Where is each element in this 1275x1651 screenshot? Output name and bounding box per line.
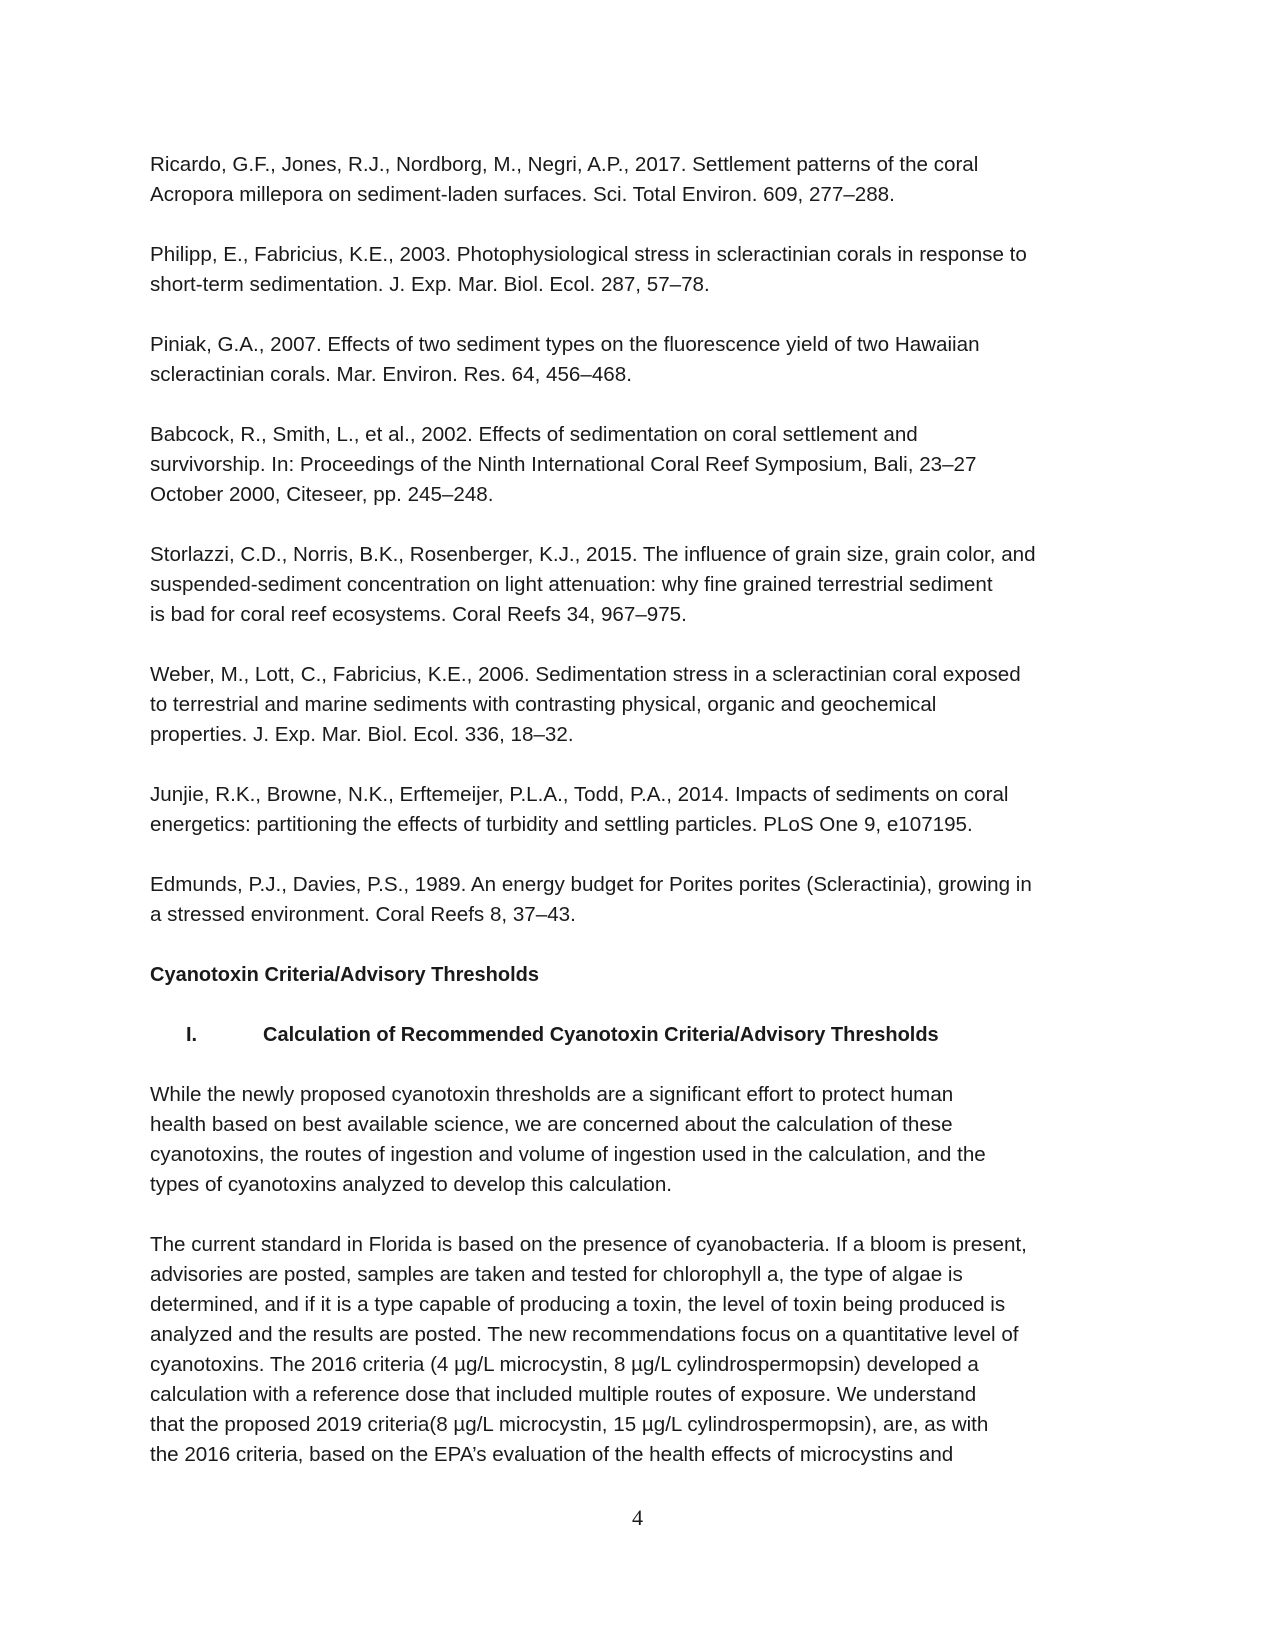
reference-entry: [150, 540, 1130, 630]
paragraph-line: the 2016 criteria, based on the EPA’s evaluation of the health effects of microcystins and: [150, 1443, 954, 1466]
reference-line: Acropora millepora on sediment-laden surfaces. Sci. Total Environ. 609, 277–288.: [150, 183, 895, 206]
subsection-title: Calculation of Recommended Cyanotoxin Criteria/Advisory Thresholds: [263, 1024, 939, 1046]
reference-entry: [150, 150, 1130, 210]
body-paragraph: [150, 1230, 1130, 1470]
reference-entry: [150, 330, 1130, 390]
paragraph-line: calculation with a reference dose that included multiple routes of exposure. We understand: [150, 1383, 977, 1406]
paragraph-line: advisories are posted, samples are taken and tested for chlorophyll a, the type of algae is: [150, 1263, 963, 1286]
reference-line: a stressed environment. Coral Reefs 8, 37–43.: [150, 903, 576, 926]
reference-line: Philipp, E., Fabricius, K.E., 2003. Photophysiological stress in scleractinian corals in response to: [150, 243, 1027, 266]
paragraph-line: cyanotoxins. The 2016 criteria (4 µg/L microcystin, 8 µg/L cylindrospermopsin) developed a: [150, 1353, 979, 1376]
reference-line: Ricardo, G.F., Jones, R.J., Nordborg, M., Negri, A.P., 2017. Settlement patterns of the coral: [150, 153, 979, 176]
reference-line: is bad for coral reef ecosystems. Coral Reefs 34, 967–975.: [150, 603, 687, 626]
reference-list: [150, 150, 1130, 930]
paragraph-line: The current standard in Florida is based on the presence of cyanobacteria. If a bloom is present,: [150, 1233, 1027, 1256]
paragraph-line: analyzed and the results are posted. The new recommendations focus on a quantitative level of: [150, 1323, 1019, 1346]
reference-line: short-term sedimentation. J. Exp. Mar. Biol. Ecol. 287, 57–78.: [150, 273, 710, 296]
subsection-number: I.: [186, 1024, 198, 1046]
section-heading: Cyanotoxin Criteria/Advisory Thresholds: [150, 964, 539, 986]
paragraph-line: types of cyanotoxins analyzed to develop this calculation.: [150, 1173, 673, 1196]
reference-entry: [150, 660, 1130, 750]
reference-entry: [150, 240, 1130, 300]
reference-entry: [150, 870, 1130, 930]
reference-entry: [150, 780, 1130, 840]
paragraph-line: cyanotoxins, the routes of ingestion and volume of ingestion used in the calculation, and the: [150, 1143, 986, 1166]
reference-line: Weber, M., Lott, C., Fabricius, K.E., 2006. Sedimentation stress in a scleractinian coral exposed: [150, 663, 1021, 686]
subsection-heading: [150, 1020, 1130, 1050]
reference-line: October 2000, Citeseer, pp. 245–248.: [150, 483, 494, 506]
reference-line: properties. J. Exp. Mar. Biol. Ecol. 336, 18–32.: [150, 723, 574, 746]
reference-line: to terrestrial and marine sediments with contrasting physical, organic and geochemical: [150, 693, 937, 716]
page-number: 4: [632, 1505, 643, 1530]
reference-line: suspended-sediment concentration on light attenuation: why fine grained terrestrial sediment: [150, 573, 993, 596]
reference-line: scleractinian corals. Mar. Environ. Res. 64, 456–468.: [150, 363, 632, 386]
document-page: [150, 150, 1130, 1500]
reference-line: energetics: partitioning the effects of turbidity and settling particles. PLoS One 9, e107195.: [150, 813, 973, 836]
reference-line: Junjie, R.K., Browne, N.K., Erftemeijer, P.L.A., Todd, P.A., 2014. Impacts of sediments on coral: [150, 783, 1009, 806]
reference-line: survivorship. In: Proceedings of the Ninth International Coral Reef Symposium, Bali, 23–27: [150, 453, 977, 476]
paragraph-line: that the proposed 2019 criteria(8 µg/L microcystin, 15 µg/L cylindrospermopsin), are, as with: [150, 1413, 989, 1436]
reference-entry: [150, 420, 1130, 510]
paragraph-line: While the newly proposed cyanotoxin thresholds are a significant effort to protect human: [150, 1083, 954, 1106]
reference-line: Piniak, G.A., 2007. Effects of two sediment types on the fluorescence yield of two Hawaiian: [150, 333, 980, 356]
reference-line: Edmunds, P.J., Davies, P.S., 1989. An energy budget for Porites porites (Scleractinia), growing in: [150, 873, 1032, 896]
reference-line: Babcock, R., Smith, L., et al., 2002. Effects of sedimentation on coral settlement and: [150, 423, 918, 446]
reference-line: Storlazzi, C.D., Norris, B.K., Rosenberger, K.J., 2015. The influence of grain size, grain color, and: [150, 543, 1036, 566]
paragraph-line: health based on best available science, we are concerned about the calculation of these: [150, 1113, 953, 1136]
body-paragraph: [150, 1080, 1130, 1200]
paragraph-line: determined, and if it is a type capable of producing a toxin, the level of toxin being produced is: [150, 1293, 1006, 1316]
